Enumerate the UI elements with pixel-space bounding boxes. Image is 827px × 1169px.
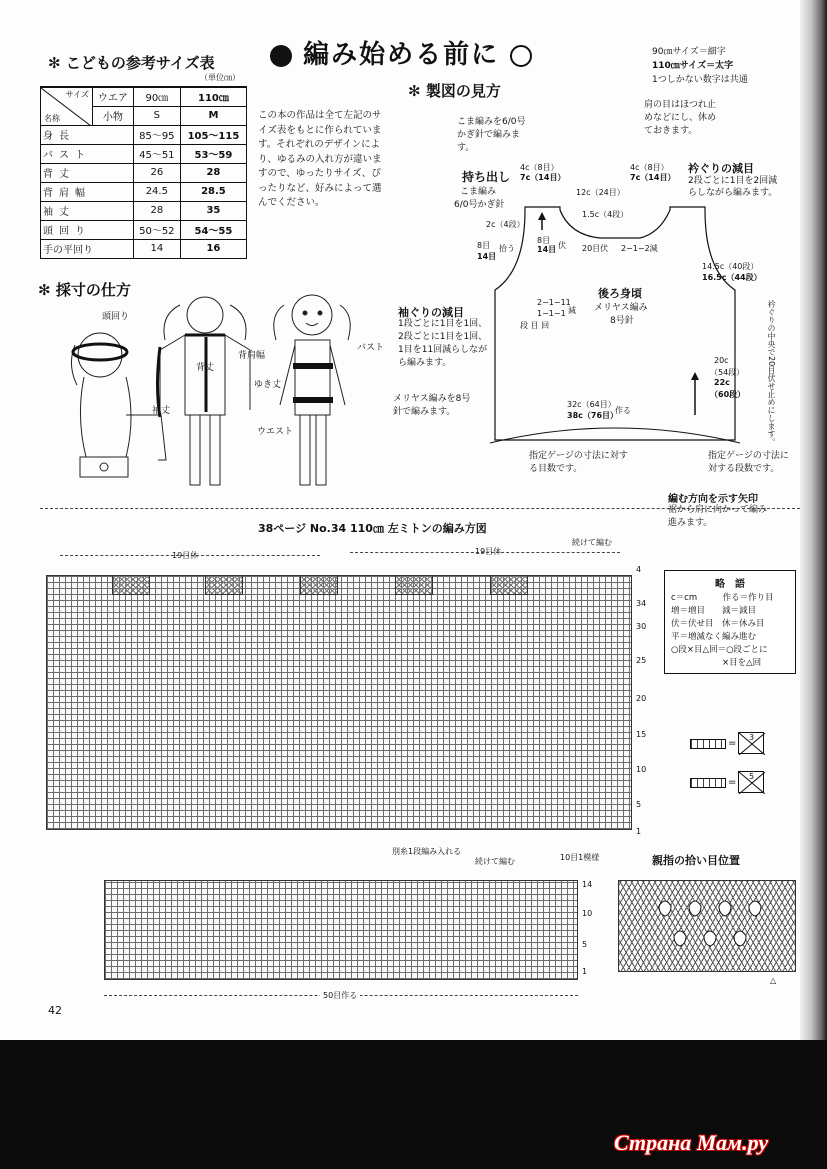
thumb-title: 親指の拾い目位置 <box>652 854 740 867</box>
gauge-stitch-note: 指定ゲージの寸法に対する目数です。 <box>529 451 628 474</box>
col-90: 90㎝ <box>133 87 180 106</box>
table-row: バスト 45〜51 53〜59 <box>41 144 247 163</box>
hook-note: こま編みを6/0号かぎ針で編みます。 <box>457 117 526 153</box>
pattern-band <box>112 575 150 595</box>
col-110: 110㎝ <box>180 87 246 106</box>
legend-row: c＝cm 作る＝作り目 <box>671 593 774 603</box>
dim-54: （54段） <box>710 368 745 377</box>
dim-32c: 32c（64目） <box>567 400 616 409</box>
cuff-row-num: 14 <box>582 880 593 889</box>
dim-14-fuse: 14目 <box>537 245 557 254</box>
measuring-illustration <box>40 285 400 500</box>
row-num: 20 <box>636 694 647 703</box>
rest-bracket-left <box>60 555 320 556</box>
row-num: 30 <box>636 622 647 631</box>
legend-row: 伏＝伏せ目 休＝休み目 <box>671 619 765 629</box>
triangle-icon: △ <box>770 976 777 985</box>
continue-bottom: 続けて編む <box>475 857 515 866</box>
dim-8-fuse: 8目 <box>537 236 551 245</box>
mitten-chart-main <box>46 575 632 830</box>
arm-seq-2: 1−1−1 <box>537 309 566 318</box>
dim-14: 14目 <box>477 252 497 261</box>
section-divider <box>40 508 800 509</box>
cuff-row-num: 10 <box>582 909 593 918</box>
decrease-seq: 2−1−2減 <box>621 244 658 253</box>
dim-165c: 16.5c（44段） <box>702 273 762 282</box>
size-note-2: 110㎝サイズ＝太字 <box>652 61 734 71</box>
size-note-3: 1つしかない数字は共通 <box>652 75 748 85</box>
equals-sign: = <box>728 738 737 749</box>
book-spine-shadow <box>800 0 827 1040</box>
col-small: 小物 <box>93 106 134 125</box>
mitten-chart-cuff <box>104 880 578 980</box>
table-row: 背丈 26 28 <box>41 163 247 182</box>
dim-4c-left: 4c（8目） <box>520 163 559 172</box>
neck-text: 2段ごとに1目を2回減らしながら編みます。 <box>688 176 778 198</box>
diagonal-line <box>41 88 91 126</box>
asterisk-icon: ✻ <box>38 281 51 299</box>
asterisk-icon: ✻ <box>48 54 61 72</box>
continue-top: 続けて編む <box>572 538 612 547</box>
equals-sign: = <box>728 777 737 788</box>
measure-heading: ✻ 採寸の仕方 <box>38 281 131 299</box>
dim-7c-right: 7c（14目） <box>630 173 676 182</box>
dim-8: 8目 <box>477 241 491 250</box>
apple-icon <box>270 45 292 67</box>
legend-row: 増＝増目 減＝減目 <box>671 606 757 616</box>
gauge-row-note: 指定ゲージの寸法に対する段数です。 <box>708 451 789 474</box>
drafting-heading: ✻ 製図の見方 <box>408 82 501 100</box>
row-num: 25 <box>636 656 647 665</box>
pattern-band <box>490 575 528 595</box>
cable-swatch <box>690 739 726 749</box>
rest-19-left: 19目休 <box>172 551 199 560</box>
arm-seq-4: 減 <box>568 306 576 315</box>
row-num: 34 <box>636 599 647 608</box>
legend-row: ○段×目△回＝○段ごとに <box>671 645 768 655</box>
row-num: 4 <box>636 565 642 574</box>
fuse-label: 伏 <box>558 241 566 250</box>
table-corner: サイズ 名称 <box>41 87 93 125</box>
dim-145c: 14.5c（40段） <box>702 262 759 271</box>
table-row: 頭回り 50〜52 54〜55 <box>41 220 247 239</box>
row-num: 5 <box>636 800 642 809</box>
intro-paragraph: この本の作品は全て左記のサイズ表をもとに作られています。それぞれのデザインにより、ゆるみの入れ方が違いますので、ゆったりサイズ、ぴったりなど、好みによって選んでください。 <box>258 110 382 208</box>
col-wear: ウエア <box>93 87 134 106</box>
dim-7c-left: 7c（14目） <box>520 173 566 182</box>
dim-15c: 1.5c（4段） <box>582 210 629 219</box>
legend-row: 平＝増減なく編み進む <box>671 632 757 642</box>
pattern-band <box>300 575 338 595</box>
legend-row: ×目を△回 <box>671 658 762 668</box>
cable-swatch <box>690 778 726 788</box>
table-row: 身長 85〜95 105〜115 <box>41 125 247 144</box>
pickup-sub1: こま編み <box>460 187 497 197</box>
abbreviation-legend <box>664 570 796 674</box>
col-S: S <box>133 106 180 125</box>
label-head: 頭回り <box>102 312 130 322</box>
label-bust: バスト <box>357 343 385 353</box>
asterisk-icon: ✻ <box>408 82 421 100</box>
watermark-logo: Страна Мам.ру <box>614 1130 769 1155</box>
arm-seq-3: 段 目 回 <box>520 321 550 330</box>
label-sleeve: 袖丈 <box>152 406 171 416</box>
pattern-band <box>205 575 243 595</box>
pickup-title: 持ち出し <box>462 170 511 184</box>
back-title: 後ろ身頃 <box>598 287 642 300</box>
cuff-row-num: 1 <box>582 967 588 976</box>
pattern-repeat: 10目1模様 <box>560 853 600 862</box>
table-row: 手の平回り 14 16 <box>41 239 247 258</box>
mitten-heading: 38ページ No.34 110㎝ 左ミトンの編み方図 <box>258 522 487 535</box>
page-title: 編み始める前に <box>270 34 532 71</box>
dim-38c: 38c（76目） <box>567 411 619 420</box>
back-sub1: メリヤス編み <box>594 303 648 313</box>
neck-title: 衿ぐりの減目 <box>688 162 754 175</box>
apple-outline-icon <box>510 45 532 67</box>
pick-label: 拾う <box>499 244 515 253</box>
rest-bracket-right <box>350 552 620 553</box>
size-table <box>40 86 247 259</box>
back-sub2: 8号針 <box>610 316 634 326</box>
label-waist: ウエスト <box>257 427 294 437</box>
dim-2c: 2c（4段） <box>486 220 525 229</box>
cable-symbol-icon: 3 <box>738 732 764 754</box>
stockinette-note: メリヤス編みを8号針で編みます。 <box>393 394 471 417</box>
arrow-text: 裾から肩に向かって編み進みます。 <box>668 505 768 528</box>
arm-text: 1段ごとに1目を1回、2段ごとに1目を1回、1目を11回減らしながら編みます。 <box>398 319 488 368</box>
pickup-sub2: 6/0号かぎ針 <box>454 200 505 210</box>
arm-seq-1: 2−1−11 <box>537 298 571 307</box>
legend-title: 略 語 <box>715 579 745 590</box>
table-row: 背肩幅 24.5 28.5 <box>41 182 247 201</box>
dim-12c: 12c（24目） <box>576 188 625 197</box>
col-M: M <box>180 106 246 125</box>
table-row: 袖丈 28 35 <box>41 201 247 220</box>
size-table-unit: （単位㎝） <box>200 73 240 82</box>
dim-4c-right: 4c（8目） <box>630 163 669 172</box>
size-table-heading: ✻ こどもの参考サイズ表 <box>48 54 215 72</box>
separate-note: 別糸1段編み入れる <box>392 847 462 856</box>
label-yuki: ゆき丈 <box>254 380 282 390</box>
cable-symbol-icon: 5 <box>738 771 764 793</box>
thumb-pickup-diagram <box>618 880 796 972</box>
center-note: 衿ぐりの中央で20目伏せ止めにします。 <box>767 300 776 447</box>
dim-20c: 20c <box>714 356 729 365</box>
size-note-1: 90㎝サイズ＝細字 <box>652 47 726 57</box>
cuff-row-num: 5 <box>582 940 588 949</box>
dim-22c: 22c <box>714 378 730 387</box>
dim-60: （60段） <box>710 390 746 399</box>
dim-20-fuse: 20目伏 <box>582 244 609 253</box>
label-back-length: 背丈 <box>196 363 215 373</box>
row-num: 1 <box>636 827 642 836</box>
page-number: 42 <box>48 1004 62 1017</box>
cast-on-label: 50目作る <box>320 990 360 1001</box>
row-num: 15 <box>636 730 647 739</box>
make-label: 作る <box>615 406 631 415</box>
pattern-band <box>395 575 433 595</box>
row-num: 10 <box>636 765 647 774</box>
label-shoulder: 背肩幅 <box>238 351 266 361</box>
arrow-title: 編む方向を示す矢印 <box>668 494 758 505</box>
rest-19-right: 19目休 <box>475 547 502 556</box>
arm-title: 袖ぐりの減目 <box>398 306 464 319</box>
shoulder-note: 肩の目はほつれ止めなどにし、休めておきます。 <box>644 100 717 136</box>
